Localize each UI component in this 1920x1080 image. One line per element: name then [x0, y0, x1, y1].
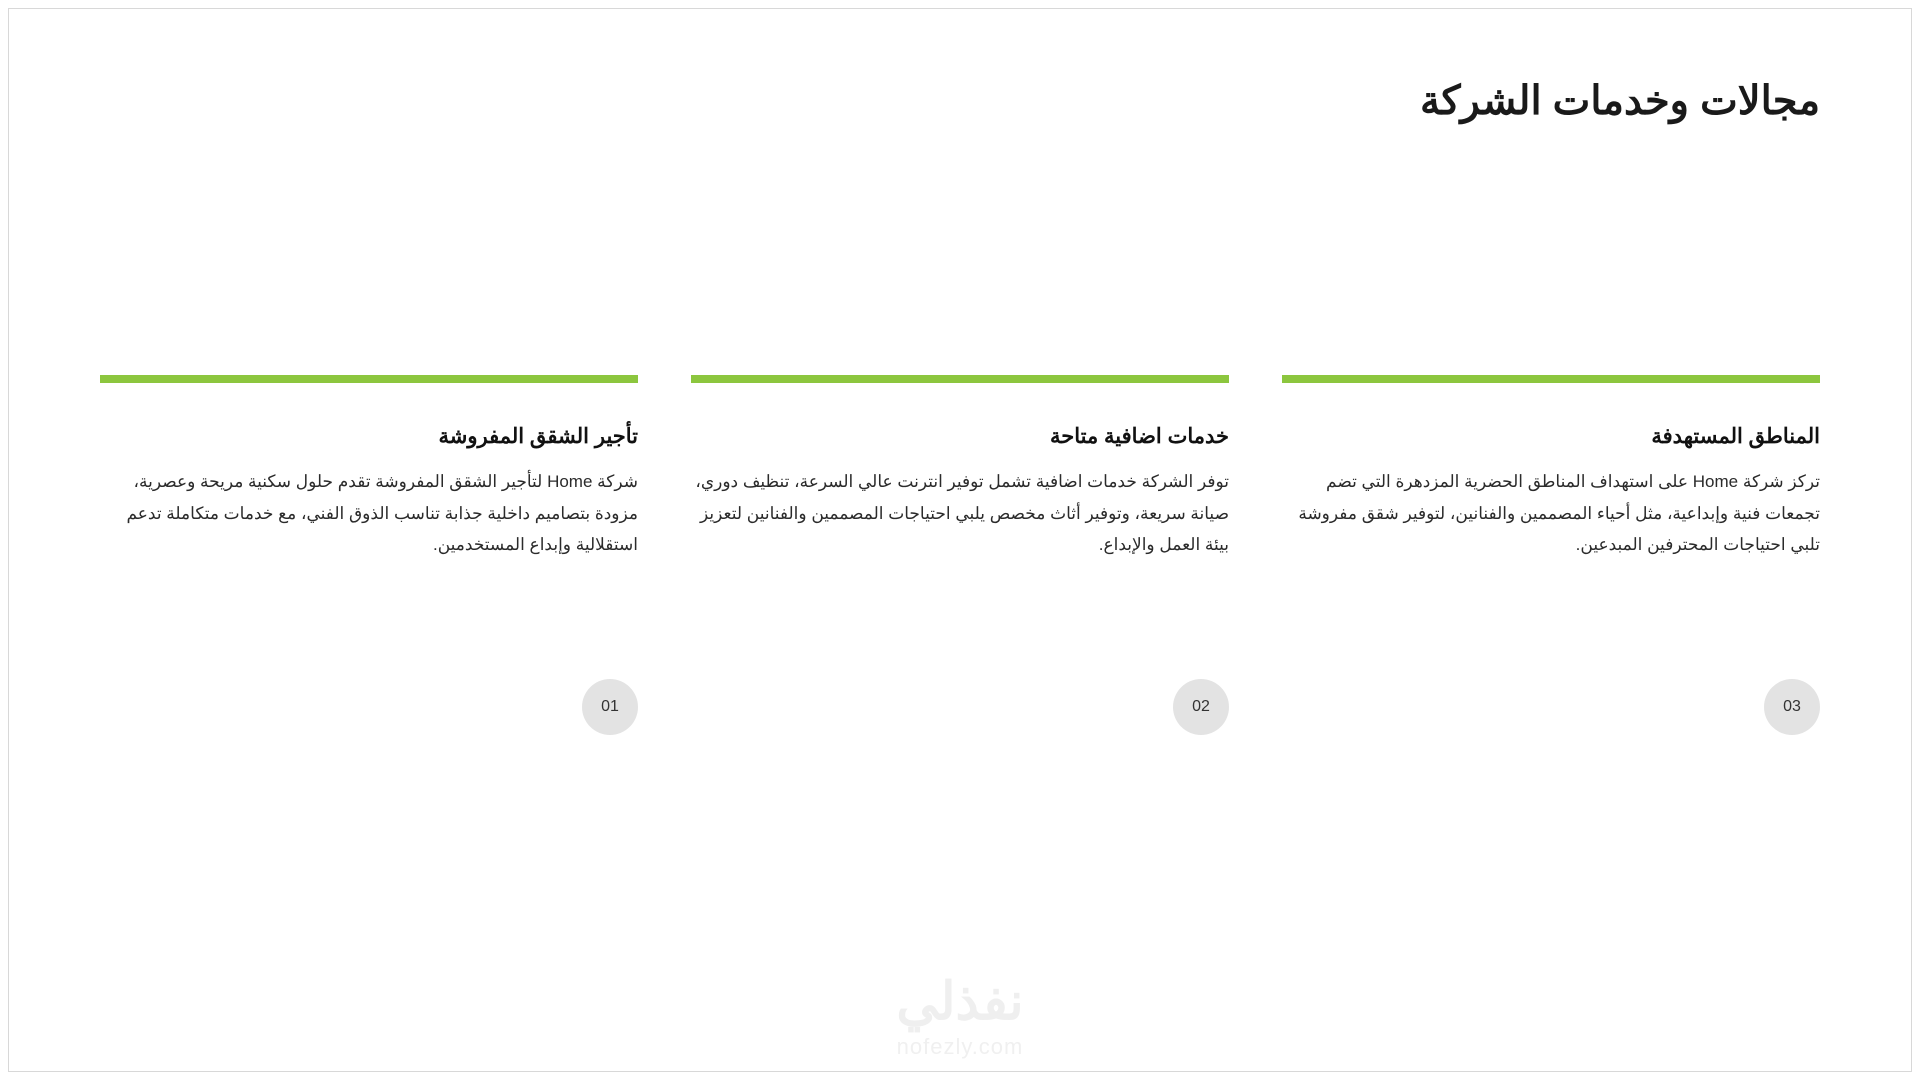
service-title: تأجير الشقق المفروشة	[438, 425, 638, 448]
watermark	[0, 973, 1920, 1060]
service-body: شركة Home لتأجير الشقق المفروشة تقدم حلول سكنية مريحة وعصرية، مزودة بتصاميم داخلية جذابة تناسب الذوق الفني، مع خدمات متكاملة تدعم استقلالية وإبداع المستخدمين.	[126, 472, 638, 555]
accent-rule	[691, 375, 1229, 383]
accent-rule	[1282, 375, 1820, 383]
service-column-3	[1282, 375, 1820, 735]
step-badge: 02	[1173, 679, 1229, 735]
service-title: المناطق المستهدفة	[1651, 425, 1820, 448]
service-column-1	[100, 375, 638, 735]
step-badge: 03	[1764, 679, 1820, 735]
service-columns	[100, 375, 1820, 735]
page-title: مجالات وخدمات الشركة	[1420, 79, 1820, 123]
step-badge: 01	[582, 679, 638, 735]
watermark-latin-text: nofezly.com	[896, 1034, 1024, 1059]
service-body: توفر الشركة خدمات اضافية تشمل توفير انترنت عالي السرعة، تنظيف دوري، صيانة سريعة، وتوفير أثاث مخصص يلبي احتياجات المصممين والفنانين لتعزيز بيئة العمل والإبداع.	[695, 472, 1229, 555]
accent-rule	[100, 375, 638, 383]
service-title: خدمات اضافية متاحة	[1049, 425, 1229, 448]
service-body: تركز شركة Home على استهداف المناطق الحضرية المزدهرة التي تضم تجمعات فنية وإبداعية، مثل أحياء المصممين والفنانين، لتوفير شقق مفروشة تلبي احتياجات المحترفين المبدعين.	[1298, 472, 1820, 555]
service-column-2	[691, 375, 1229, 735]
watermark-arabic-text: نفذلي	[896, 973, 1024, 1031]
